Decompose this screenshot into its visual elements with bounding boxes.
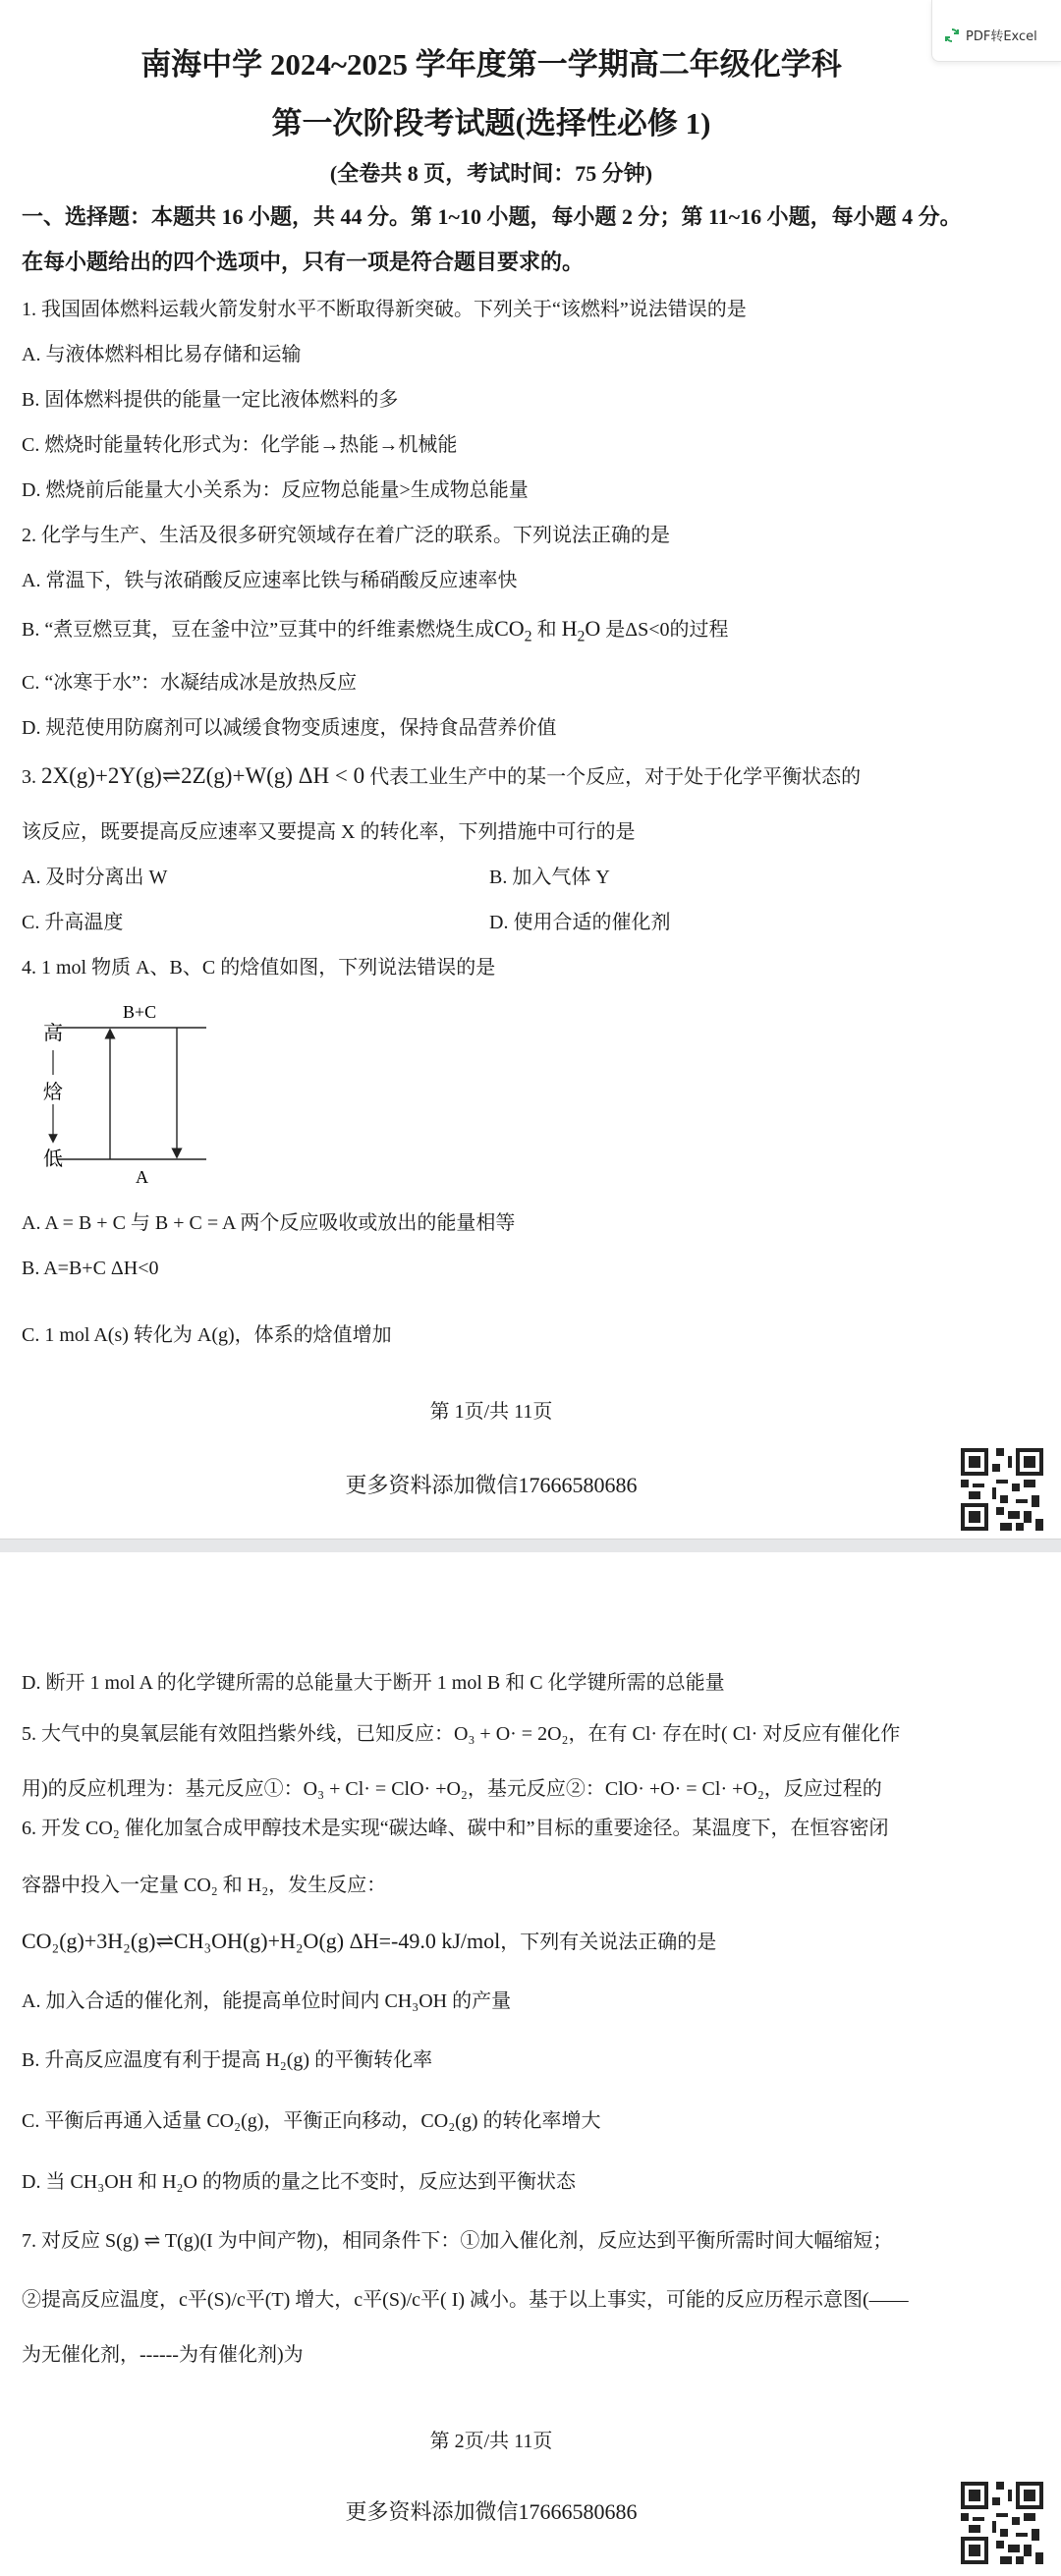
q2-option-b-part1: B. “煮豆燃豆萁，豆在釜中泣”豆萁中的纤维素燃烧生成: [22, 619, 495, 641]
qr-code-icon: [961, 1448, 1043, 1531]
q4-option-d: D. 断开 1 mol A 的化学键所需的总能量大于断开 1 mol B 和 C 化学键所需的总能量: [22, 1672, 725, 1694]
q1-option-c: C. 燃烧时能量转化形式为：化学能→热能→机械能: [22, 434, 458, 456]
q3-option-a: A. 及时分离出 W: [22, 867, 168, 888]
q6-option-a: A. 加入合适的催化剂，能提高单位时间内 CH₃OH 的产量: [22, 1990, 512, 2012]
q3-option-c: C. 升高温度: [22, 912, 124, 933]
q1-option-d: D. 燃烧前后能量大小关系为：反应物总能量>生成物总能量: [22, 479, 529, 501]
q3-stem: 3. 2X(g)+2Y(g)⇌2Z(g)+W(g) ΔH < 0 代表工业生产中的某一个反应，对于处于化学平衡状态的: [22, 763, 862, 788]
page-1-wechat-ad: 更多资料添加微信17666580686: [345, 1473, 638, 1497]
q6-option-c: C. 平衡后再通入适量 CO₂(g)，平衡正向移动，CO₂(g) 的转化率增大: [22, 2110, 601, 2132]
exam-subtitle: 第一次阶段考试题(选择性必修 1): [271, 106, 711, 140]
qr-code-icon: [961, 2482, 1043, 2564]
q6-equation-line: CO₂(g)+3H₂(g)⇌CH₃OH(g)+H₂O(g) ΔH=-49.0 kJ/mol，下列有关说法正确的是: [22, 1929, 717, 1953]
pdf-to-excel-button[interactable]: [931, 0, 1061, 62]
q2-option-d: D. 规范使用防腐剂可以减缓食物变质速度，保持食品营养价值: [22, 717, 557, 739]
q6-option-d: D. 当 CH₃OH 和 H₂O 的物质的量之比不变时，反应达到平衡状态: [22, 2171, 576, 2193]
page-2-footer: 第 2页/共 11页: [429, 2431, 553, 2452]
q6-line-1: 6. 开发 CO₂ 催化加氢合成甲醇技术是实现“碳达峰、碳中和”目标的重要途径。某温度下，在恒容密闭: [22, 1818, 889, 1839]
q3-option-b: B. 加入气体 Y: [489, 867, 610, 888]
q7-line-2: ②提高反应温度，c平(S)/c平(T) 增大，c平(S)/c平( I) 减小。基于以上事实，可能的反应历程示意图(——: [22, 2289, 909, 2311]
page-1-footer: 第 1页/共 11页: [429, 1401, 553, 1423]
page-2-wechat-ad: 更多资料添加微信17666580686: [345, 2499, 638, 2524]
q2-option-b-part2: 和: [536, 619, 557, 641]
exam-title: 南海中学 2024~2025 学年度第一学期高二年级化学科: [140, 47, 842, 82]
label-low: 低: [43, 1148, 63, 1170]
q6-equation: CO₂(g)+3H₂(g)⇌CH₃OH(g)+H₂O(g) ΔH=-49.0 kJ/mol: [22, 1929, 501, 1953]
label-a: A: [136, 1167, 148, 1187]
q1-option-b: B. 固体燃料提供的能量一定比液体燃料的多: [22, 389, 399, 411]
q6-line-2: 容器中投入一定量 CO₂ 和 H₂，发生反应：: [22, 1875, 387, 1896]
q7-line-3: 为无催化剂，------为有催化剂)为: [22, 2344, 304, 2366]
section-heading: 一、选择题：本题共 16 小题，共 44 分。第 1~10 小题，每小题 2 分；第 11~16 小题，每小题 4 分。在每小题给出的四个选项中，只有一项是符合题目要求的。: [22, 204, 962, 274]
enthalpy-diagram: [29, 996, 226, 1193]
q4-option-b: B. A=B+C ΔH<0: [22, 1258, 159, 1279]
q4-option-a: A. A = B + C 与 B + C = A 两个反应吸收或放出的能量相等: [22, 1212, 516, 1234]
exam-note: (全卷共 8 页，考试时间：75 分钟): [329, 161, 653, 186]
q3-option-d: D. 使用合适的催化剂: [489, 912, 671, 933]
q2-option-b: B. “煮豆燃豆萁，豆在釜中泣”豆萁中的纤维素燃烧生成$CO_2$ 和 $H_2O$ 是ΔS<0的过程: [22, 616, 729, 645]
label-bc: B+C: [123, 1002, 157, 1022]
q3-equation: 2X(g)+2Y(g)⇌2Z(g)+W(g) ΔH < 0: [41, 763, 365, 788]
q4-stem: 4. 1 mol 物质 A、B、C 的焓值如图，下列说法错误的是: [22, 957, 496, 979]
q3-stem-cont: 该反应，既要提高反应速率又要提高 X 的转化率，下列措施中可行的是: [22, 821, 636, 843]
q5-line-2: 用)的反应机理为：基元反应①：O₃ + Cl· = ClO· +O₂，基元反应②：ClO· +O· = Cl· +O₂，反应过程的: [22, 1778, 882, 1800]
q2-option-c: C. “冰寒于水”：水凝结成冰是放热反应: [22, 672, 358, 694]
q4-option-c: C. 1 mol A(s) 转化为 A(g)，体系的焓值增加: [22, 1324, 392, 1346]
label-high: 高: [43, 1023, 63, 1044]
q2-option-b-part3: 是ΔS<0的过程: [605, 619, 729, 641]
pdf-to-excel-label: PDF转Excel: [966, 29, 1037, 44]
q7-line-1: 7. 对反应 S(g) ⇌ T(g)(I 为中间产物)，相同条件下：①加入催化剂，反应达到平衡所需时间大幅缩短；: [22, 2230, 893, 2252]
document-page-2: [0, 1552, 1061, 2576]
q1-option-a: A. 与液体燃料相比易存储和运输: [22, 344, 302, 365]
q5-line-1: 5. 大气中的臭氧层能有效阻挡紫外线，已知反应：O₃ + O· = 2O₂，在有 Cl· 存在时( Cl· 对反应有催化作: [22, 1723, 901, 1745]
q2-stem: 2. 化学与生产、生活及很多研究领域存在着广泛的联系。下列说法正确的是: [22, 525, 670, 546]
q1-stem: 1. 我国固体燃料运载火箭发射水平不断取得新突破。下列关于“该燃料”说法错误的是: [22, 299, 747, 320]
q6-option-b: B. 升高反应温度有利于提高 H₂(g) 的平衡转化率: [22, 2049, 433, 2071]
q2-option-a: A. 常温下，铁与浓硝酸反应速率比铁与稀硝酸反应速率快: [22, 570, 518, 591]
label-axis: 焓: [43, 1082, 63, 1103]
refresh-convert-icon: [944, 28, 960, 43]
